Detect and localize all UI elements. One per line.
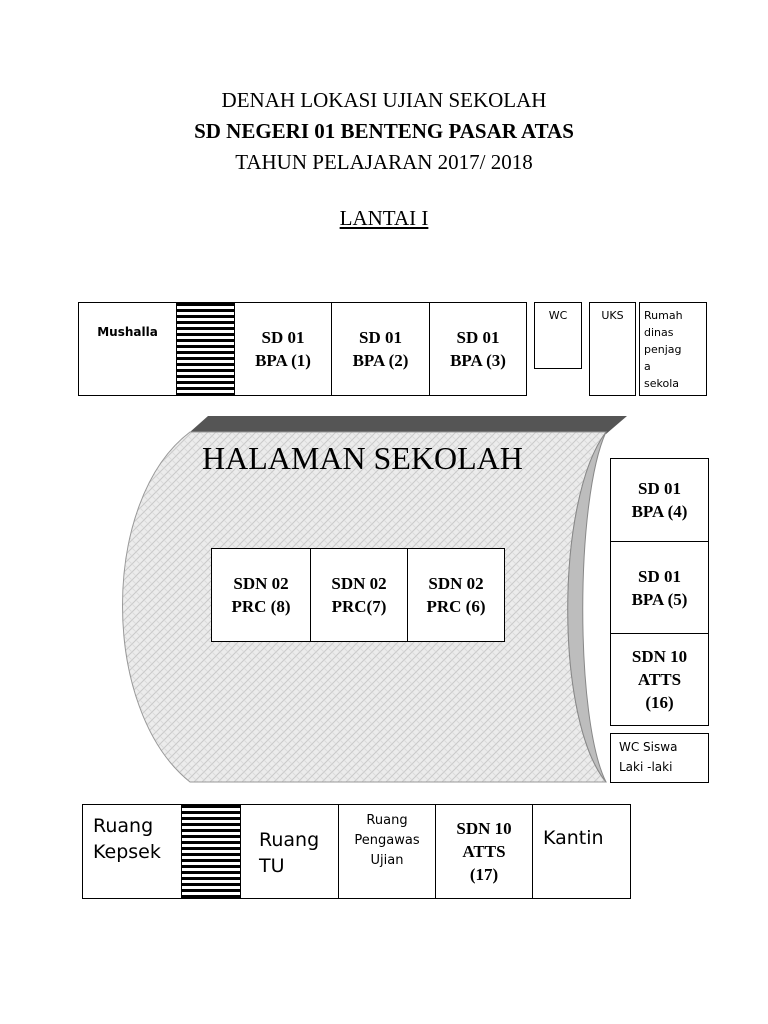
floor-label: LANTAI I [339, 206, 429, 230]
title-line-1: DENAH LOKASI UJIAN SEKOLAH [221, 88, 547, 112]
room-1-line-1: SD 01 [261, 328, 305, 347]
wc-siswa-line-1: WC Siswa [619, 740, 678, 754]
courtyard-ledge [190, 416, 627, 434]
room-5-line-2: BPA (5) [631, 589, 688, 609]
room-sd01-bpa-2 [331, 302, 430, 396]
room-kepsek [82, 804, 182, 899]
room-16-line-2: ATTS [637, 670, 682, 689]
room-tu [240, 804, 339, 899]
room-4-line-2: BPA (4) [631, 502, 688, 521]
title-line-3: TAHUN PELAJARAN 2017/ 2018 [235, 150, 533, 174]
kantin-label: Kantin [543, 827, 604, 849]
kepsek-line-1: Ruang [93, 815, 154, 837]
room-5-line-1: SD 01 [638, 566, 681, 586]
room-mushalla [78, 302, 177, 396]
room-wc-siswa [610, 733, 709, 783]
title-line-2: SD NEGERI 01 BENTENG PASAR ATAS [194, 119, 574, 143]
room-8-line-1: SDN 02 [233, 574, 289, 593]
rumah-line-3: penjag [644, 343, 682, 356]
room-16-line-3: (16) [645, 693, 674, 712]
room-2-line-1: SD 01 [359, 328, 402, 347]
room-sdn02-prc-8 [211, 548, 311, 642]
pengawas-line-3: Ujian [370, 853, 404, 868]
room-7-line-1: SDN 02 [331, 574, 387, 593]
wc-siswa-line-2: Laki -laki [619, 760, 673, 774]
pengawas-line-2: Pengawas [354, 833, 420, 848]
stairs-top [176, 302, 235, 396]
room-sdn02-prc-7 [310, 548, 408, 642]
room-sdn10-atts-17 [435, 804, 533, 899]
uks-label: UKS [601, 309, 624, 322]
room-8-line-2: PRC (8) [231, 597, 291, 616]
kepsek-line-2: Kepsek [93, 841, 161, 863]
room-1-line-2: BPA (1) [255, 351, 311, 370]
room-4-line-1: SD 01 [638, 479, 681, 498]
room-17-line-2: ATTS [462, 842, 506, 861]
room-sd01-bpa-1 [234, 302, 332, 396]
pengawas-line-1: Ruang [366, 813, 408, 828]
room-3-line-2: BPA (3) [450, 351, 506, 370]
room-6-line-2: PRC (6) [426, 597, 486, 616]
room-7-line-2: PRC(7) [331, 597, 387, 616]
room-3-line-1: SD 01 [456, 328, 500, 347]
room-sd01-bpa-3 [429, 302, 527, 396]
rumah-line-1: Rumah [644, 309, 683, 322]
tu-line-1: Ruang [259, 829, 320, 851]
rumah-line-2: dinas [644, 326, 674, 339]
room-17-line-1: SDN 10 [456, 819, 512, 838]
wc-label: WC [548, 309, 568, 322]
room-6-line-1: SDN 02 [428, 574, 484, 593]
room-sdn02-prc-6 [407, 548, 505, 642]
room-sdn10-atts-16 [610, 633, 709, 726]
room-17-line-3: (17) [469, 865, 499, 884]
room-pengawas [338, 804, 436, 899]
room-wc [534, 302, 582, 369]
room-rumah-dinas [639, 302, 707, 396]
room-kantin [532, 804, 631, 899]
stairs-bottom [181, 804, 241, 899]
mushalla-label: Mushalla [97, 325, 158, 339]
room-uks [589, 302, 636, 396]
room-sd01-bpa-5 [610, 541, 709, 634]
rumah-line-4: a [644, 360, 651, 373]
room-2-line-2: BPA (2) [352, 351, 409, 370]
tu-line-2: TU [259, 855, 285, 877]
courtyard-title: HALAMAN SEKOLAH [202, 440, 523, 476]
rumah-line-5: sekola [644, 377, 680, 390]
room-16-line-1: SDN 10 [631, 647, 688, 666]
room-sd01-bpa-4 [610, 458, 709, 542]
